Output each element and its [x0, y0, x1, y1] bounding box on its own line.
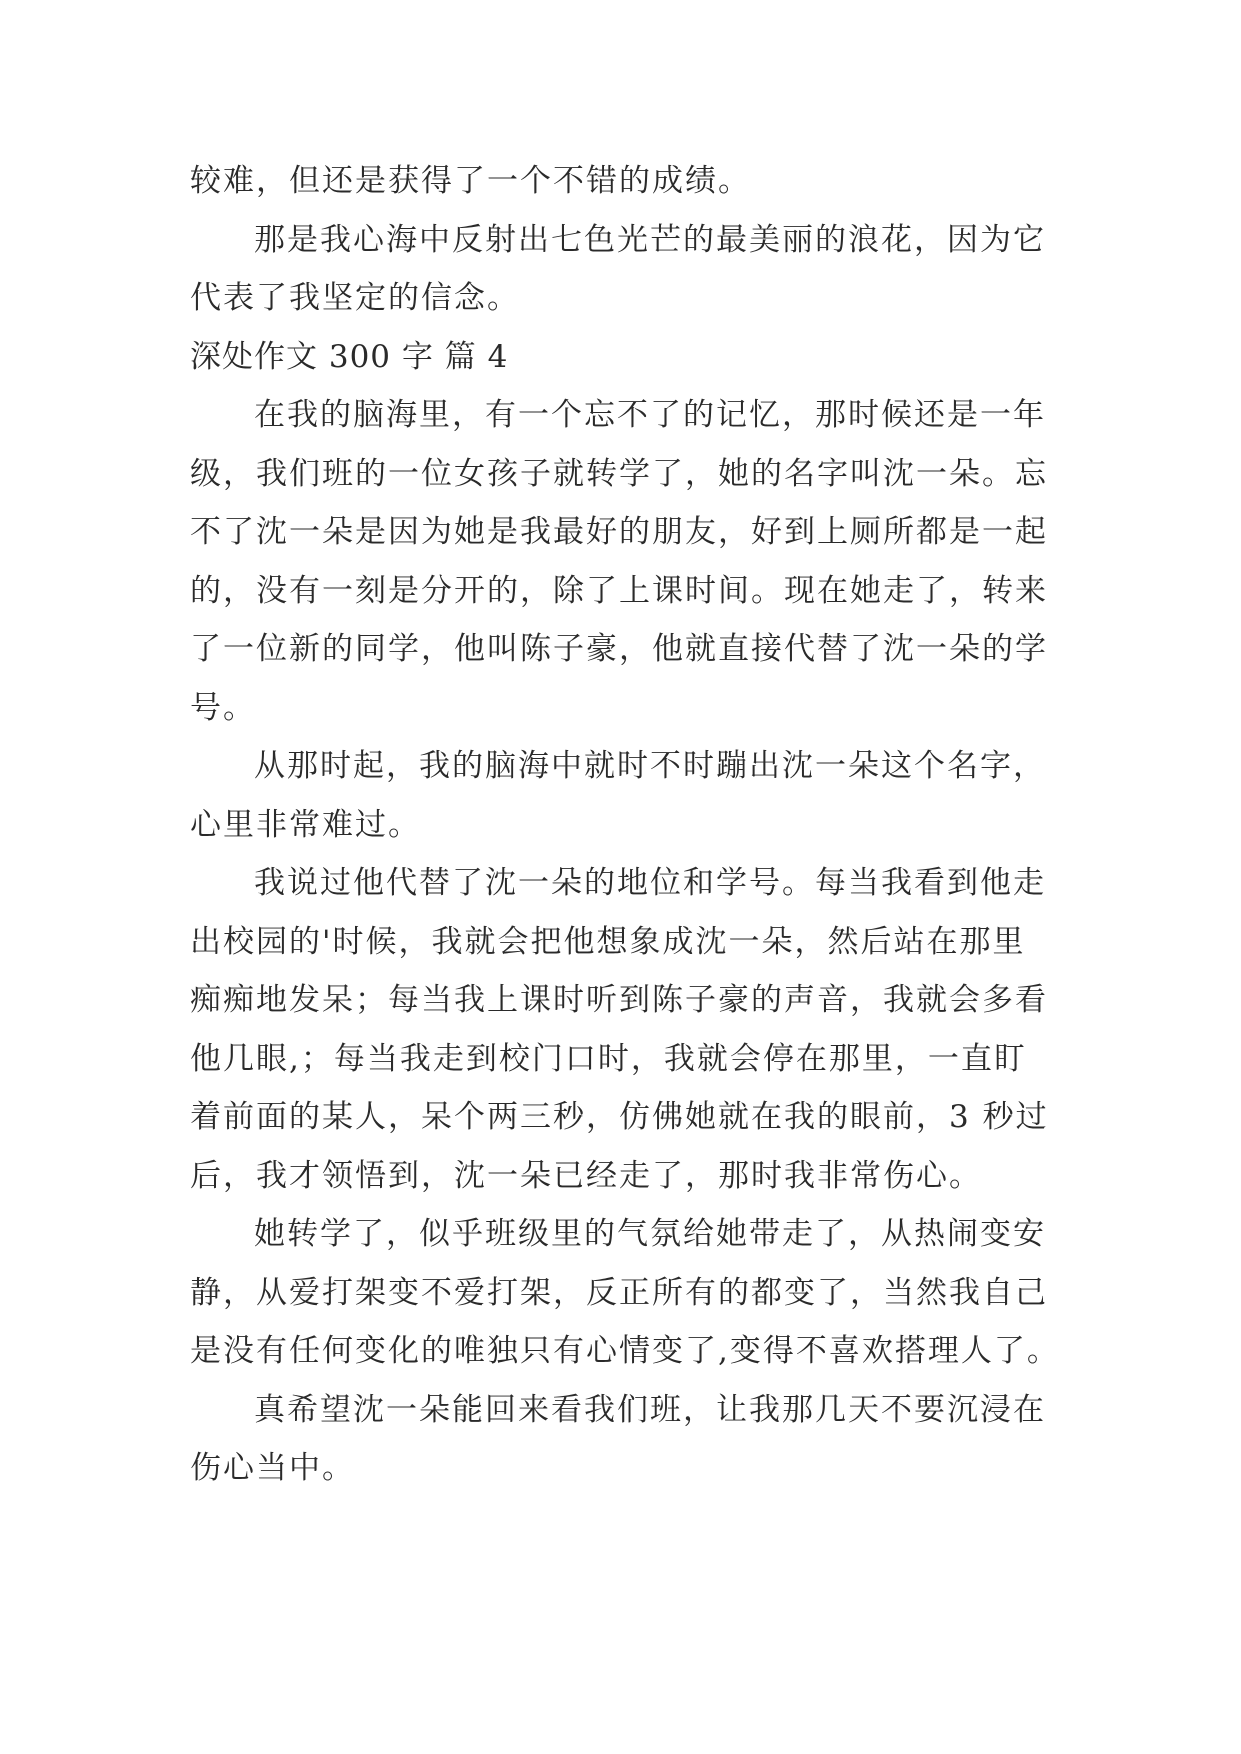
text-line: 级，我们班的一位女孩子就转学了，她的名字叫沈一朵。忘 [190, 455, 1048, 492]
text-line: 的，没有一刻是分开的，除了上课时间。现在她走了，转来 [190, 572, 1048, 609]
text-line: 是没有任何变化的唯独只有心情变了,变得不喜欢搭理人了。 [190, 1333, 1060, 1369]
text-line: 伤心当中。 [190, 1450, 355, 1486]
text-line: 痴痴地发呆；每当我上课时听到陈子豪的声音，我就会多看 [190, 982, 1048, 1018]
text-line: 心里非常难过。 [190, 806, 421, 843]
text-line: 不了沈一朵是因为她是我最好的朋友，好到上厕所都是一起 [190, 514, 1048, 550]
text-line: 号。 [190, 689, 256, 726]
text-line: 代表了我坚定的信念。 [190, 280, 520, 316]
paragraph-first-line: 从那时起，我的脑海中就时不时蹦出沈一朵这个名字， [254, 748, 1046, 784]
paragraph-first-line: 那是我心海中反射出七色光芒的最美丽的浪花，因为它 [254, 221, 1046, 258]
paragraph-first-line: 真希望沈一朵能回来看我们班，让我那几天不要沉浸在 [254, 1391, 1046, 1428]
paragraph-first-line: 她转学了，似乎班级里的气氛给她带走了，从热闹变安 [254, 1216, 1046, 1252]
section-heading: 深处作文 300 字 篇 4 [190, 338, 509, 375]
text-line: 后，我才领悟到，沈一朵已经走了，那时我非常伤心。 [190, 1157, 982, 1194]
text-line: 着前面的某人，呆个两三秒，仿佛她就在我的眼前，3 秒过 [190, 1099, 1049, 1135]
text-line: 静，从爱打架变不爱打架，反正所有的都变了，当然我自己 [190, 1274, 1048, 1311]
text-line: 他几眼,；每当我走到校门口时，我就会停在那里，一直盯 [190, 1040, 1027, 1077]
paragraph-first-line: 我说过他代替了沈一朵的地位和学号。每当我看到他走 [254, 865, 1046, 901]
text-line: 较难，但还是获得了一个不错的成绩。 [190, 163, 751, 199]
text-line: 出校园的'时候，我就会把他想象成沈一朵，然后站在那里 [190, 923, 1026, 960]
text-line: 了一位新的同学，他叫陈子豪，他就直接代替了沈一朵的学 [190, 631, 1048, 667]
paragraph-first-line: 在我的脑海里，有一个忘不了的记忆，那时候还是一年 [254, 397, 1046, 433]
document-body [190, 152, 1060, 1498]
